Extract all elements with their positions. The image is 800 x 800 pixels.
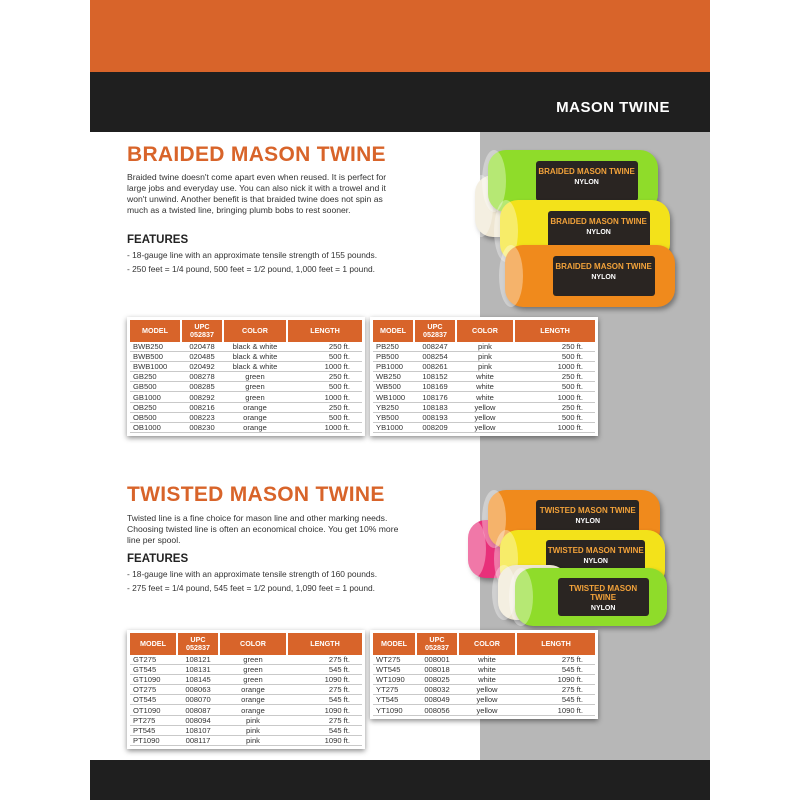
cell-model: GT1090 bbox=[130, 675, 177, 685]
table-row bbox=[373, 655, 595, 665]
col-upc: UPC 052837 bbox=[416, 633, 458, 655]
twisted-spec-table-1 bbox=[127, 630, 365, 749]
cell-model: YB500 bbox=[373, 412, 414, 422]
spool-label: TWISTED MASON TWINE NYLON bbox=[536, 500, 639, 537]
feature-item: - 18-gauge line with an approximate tensile strength of 155 pounds. bbox=[127, 250, 397, 261]
cell-model: PB1000 bbox=[373, 362, 414, 372]
braided-spec-table-1 bbox=[127, 317, 365, 436]
twisted-description: Twisted line is a fine choice for mason line and other marking needs. Choosing twisted line is often an economical choice. You get 10% more line per spool. bbox=[127, 513, 399, 545]
cell-upc: 020478 bbox=[181, 342, 223, 352]
cell-color: yellow bbox=[458, 695, 516, 705]
col-length: LENGTH bbox=[516, 633, 595, 655]
cell-model: GB250 bbox=[130, 372, 181, 382]
cell-upc: 108176 bbox=[414, 392, 456, 402]
table-row bbox=[130, 715, 362, 725]
twisted-features-title: FEATURES bbox=[127, 553, 189, 565]
table-body bbox=[130, 655, 362, 745]
table-row bbox=[130, 705, 362, 715]
cell-model: PB500 bbox=[373, 352, 414, 362]
cell-upc: 008209 bbox=[414, 422, 456, 432]
table-row bbox=[130, 412, 362, 422]
spool-label: TWISTED MASON TWINE NYLON bbox=[558, 578, 649, 615]
cell-length: 1090 ft. bbox=[516, 705, 595, 715]
cell-upc: 020485 bbox=[181, 352, 223, 362]
cell-length: 1000 ft. bbox=[287, 422, 362, 432]
cell-upc: 108152 bbox=[414, 372, 456, 382]
table-row bbox=[373, 412, 595, 422]
cell-color: white bbox=[456, 392, 514, 402]
cell-upc: 008056 bbox=[416, 705, 458, 715]
table-row bbox=[130, 362, 362, 372]
cell-color: orange bbox=[219, 695, 287, 705]
table-row bbox=[130, 372, 362, 382]
table-header-row bbox=[130, 320, 362, 342]
cell-color: pink bbox=[456, 352, 514, 362]
cell-color: black & white bbox=[223, 362, 287, 372]
table-row bbox=[373, 352, 595, 362]
cell-color: orange bbox=[219, 705, 287, 715]
cell-length: 1000 ft. bbox=[287, 362, 362, 372]
col-color: COLOR bbox=[219, 633, 287, 655]
spec-table bbox=[130, 633, 362, 746]
cell-length: 1000 ft. bbox=[514, 362, 595, 372]
feature-item: - 18-gauge line with an approximate tensile strength of 160 pounds. bbox=[127, 569, 397, 580]
col-model: MODEL bbox=[130, 320, 181, 342]
cell-color: white bbox=[458, 675, 516, 685]
cell-color: pink bbox=[219, 735, 287, 745]
col-model: MODEL bbox=[130, 633, 177, 655]
table-row bbox=[130, 675, 362, 685]
cell-length: 500 ft. bbox=[287, 412, 362, 422]
cell-model: YT275 bbox=[373, 685, 416, 695]
cell-model: WT545 bbox=[373, 665, 416, 675]
cell-upc: 008001 bbox=[416, 655, 458, 665]
cell-length: 1090 ft. bbox=[287, 675, 362, 685]
table-row bbox=[130, 382, 362, 392]
cell-upc: 008063 bbox=[177, 685, 219, 695]
spec-table bbox=[130, 320, 362, 433]
col-color: COLOR bbox=[458, 633, 516, 655]
braided-description: Braided twine doesn't come apart even when reused. It is perfect for large jobs and everyday use. You can also nick it with a trowel and it won't unwind. Another benefit is that braided twine does not spin as much as a twisted line, bringing plumb bobs to rest sooner. bbox=[127, 172, 387, 215]
cell-upc: 108183 bbox=[414, 402, 456, 412]
cell-upc: 008032 bbox=[416, 685, 458, 695]
table-header-row bbox=[130, 633, 362, 655]
cell-color: orange bbox=[223, 402, 287, 412]
cell-upc: 108131 bbox=[177, 665, 219, 675]
cell-length: 545 ft. bbox=[287, 725, 362, 735]
cell-model: WB500 bbox=[373, 382, 414, 392]
cell-color: yellow bbox=[456, 412, 514, 422]
cell-color: yellow bbox=[456, 402, 514, 412]
cell-upc: 008223 bbox=[181, 412, 223, 422]
cell-length: 275 ft. bbox=[287, 685, 362, 695]
cell-color: white bbox=[458, 655, 516, 665]
table-row bbox=[130, 735, 362, 745]
cell-model: WB250 bbox=[373, 372, 414, 382]
cell-upc: 008254 bbox=[414, 352, 456, 362]
col-model: MODEL bbox=[373, 320, 414, 342]
spool-label: TWISTED MASON TWINE NYLON bbox=[546, 540, 645, 577]
cell-model: YT1090 bbox=[373, 705, 416, 715]
cell-length: 1000 ft. bbox=[514, 422, 595, 432]
cell-color: orange bbox=[219, 685, 287, 695]
cell-length: 250 ft. bbox=[514, 342, 595, 352]
cell-model: YB250 bbox=[373, 402, 414, 412]
table-row bbox=[130, 695, 362, 705]
twisted-section-title: TWISTED MASON TWINE bbox=[127, 483, 385, 506]
cell-length: 250 ft. bbox=[287, 342, 362, 352]
cell-model: PB250 bbox=[373, 342, 414, 352]
cell-color: black & white bbox=[223, 352, 287, 362]
table-row bbox=[130, 665, 362, 675]
table-row bbox=[373, 342, 595, 352]
table-body bbox=[373, 655, 595, 715]
cell-model: PT275 bbox=[130, 715, 177, 725]
feature-item: - 275 feet = 1/4 pound, 545 feet = 1/2 pound, 1,090 feet = 1 pound. bbox=[127, 583, 397, 594]
cell-upc: 008094 bbox=[177, 715, 219, 725]
cell-model: GB500 bbox=[130, 382, 181, 392]
spec-table bbox=[373, 320, 595, 433]
cell-length: 275 ft. bbox=[287, 715, 362, 725]
col-upc: UPC 052837 bbox=[181, 320, 223, 342]
cell-length: 545 ft. bbox=[516, 665, 595, 675]
cell-model: OB1000 bbox=[130, 422, 181, 432]
cell-length: 545 ft. bbox=[516, 695, 595, 705]
braided-features-title: FEATURES bbox=[127, 234, 189, 246]
cell-model: OT275 bbox=[130, 685, 177, 695]
green-spool bbox=[515, 568, 667, 626]
cell-color: yellow bbox=[456, 422, 514, 432]
table-header-row bbox=[373, 633, 595, 655]
cell-color: white bbox=[456, 382, 514, 392]
footer-bar bbox=[90, 760, 710, 800]
cell-color: white bbox=[458, 665, 516, 675]
cell-upc: 008278 bbox=[181, 372, 223, 382]
cell-length: 545 ft. bbox=[287, 695, 362, 705]
spool-label: BRAIDED MASON TWINE NYLON bbox=[548, 211, 650, 251]
table-body bbox=[130, 342, 362, 432]
cell-upc: 008292 bbox=[181, 392, 223, 402]
cell-length: 500 ft. bbox=[514, 382, 595, 392]
cell-length: 1000 ft. bbox=[287, 392, 362, 402]
table-row bbox=[373, 382, 595, 392]
cell-color: black & white bbox=[223, 342, 287, 352]
cell-upc: 108121 bbox=[177, 655, 219, 665]
cell-model: WB1000 bbox=[373, 392, 414, 402]
table-row bbox=[130, 352, 362, 362]
cell-model: GT275 bbox=[130, 655, 177, 665]
cell-color: green bbox=[223, 372, 287, 382]
spool-label: BRAIDED MASON TWINE NYLON bbox=[536, 161, 638, 201]
table-row bbox=[130, 685, 362, 695]
cell-color: green bbox=[219, 655, 287, 665]
cell-length: 250 ft. bbox=[514, 402, 595, 412]
cell-color: pink bbox=[456, 362, 514, 372]
cell-model: OB250 bbox=[130, 402, 181, 412]
cell-model: PT1090 bbox=[130, 735, 177, 745]
cell-color: yellow bbox=[458, 685, 516, 695]
cell-length: 250 ft. bbox=[514, 372, 595, 382]
cell-upc: 008193 bbox=[414, 412, 456, 422]
cell-length: 275 ft. bbox=[516, 655, 595, 665]
cell-model: OB500 bbox=[130, 412, 181, 422]
cell-upc: 008230 bbox=[181, 422, 223, 432]
cell-length: 500 ft. bbox=[514, 412, 595, 422]
cell-length: 250 ft. bbox=[287, 372, 362, 382]
cell-length: 500 ft. bbox=[287, 382, 362, 392]
table-row bbox=[373, 695, 595, 705]
cell-upc: 008117 bbox=[177, 735, 219, 745]
cell-color: yellow bbox=[458, 705, 516, 715]
table-row bbox=[373, 392, 595, 402]
cell-color: green bbox=[219, 665, 287, 675]
cell-length: 275 ft. bbox=[287, 655, 362, 665]
cell-color: green bbox=[219, 675, 287, 685]
table-row bbox=[130, 422, 362, 432]
cell-color: orange bbox=[223, 422, 287, 432]
cell-upc: 020492 bbox=[181, 362, 223, 372]
cell-length: 1090 ft. bbox=[287, 705, 362, 715]
table-row bbox=[130, 342, 362, 352]
cell-length: 1000 ft. bbox=[514, 392, 595, 402]
twisted-features-list bbox=[127, 569, 397, 596]
cell-color: green bbox=[223, 382, 287, 392]
cell-color: pink bbox=[456, 342, 514, 352]
cell-upc: 008285 bbox=[181, 382, 223, 392]
braided-section-title: BRAIDED MASON TWINE bbox=[127, 143, 386, 166]
cell-color: orange bbox=[223, 412, 287, 422]
cell-length: 500 ft. bbox=[514, 352, 595, 362]
cell-upc: 008216 bbox=[181, 402, 223, 412]
cell-upc: 008018 bbox=[416, 665, 458, 675]
table-header-row bbox=[373, 320, 595, 342]
spool-label: BRAIDED MASON TWINE NYLON bbox=[553, 256, 655, 296]
col-length: LENGTH bbox=[514, 320, 595, 342]
cell-length: 275 ft. bbox=[516, 685, 595, 695]
top-orange-band bbox=[90, 0, 710, 72]
cell-length: 1090 ft. bbox=[516, 675, 595, 685]
table-row bbox=[130, 392, 362, 402]
cell-color: green bbox=[223, 392, 287, 402]
table-row bbox=[373, 372, 595, 382]
cell-length: 500 ft. bbox=[287, 352, 362, 362]
table-body bbox=[373, 342, 595, 432]
cell-length: 250 ft. bbox=[287, 402, 362, 412]
col-length: LENGTH bbox=[287, 633, 362, 655]
cell-color: pink bbox=[219, 715, 287, 725]
cell-model: WT275 bbox=[373, 655, 416, 665]
braided-features-list bbox=[127, 250, 397, 277]
table-row bbox=[373, 362, 595, 372]
feature-item: - 250 feet = 1/4 pound, 500 feet = 1/2 pound, 1,000 feet = 1 pound. bbox=[127, 264, 397, 275]
table-row bbox=[130, 725, 362, 735]
col-length: LENGTH bbox=[287, 320, 362, 342]
cell-upc: 008049 bbox=[416, 695, 458, 705]
cell-upc: 008247 bbox=[414, 342, 456, 352]
cell-upc: 008261 bbox=[414, 362, 456, 372]
cell-length: 545 ft. bbox=[287, 665, 362, 675]
cell-color: pink bbox=[219, 725, 287, 735]
cell-model: BWB250 bbox=[130, 342, 181, 352]
cell-model: YB1000 bbox=[373, 422, 414, 432]
orange-spool bbox=[505, 245, 675, 307]
cell-upc: 008070 bbox=[177, 695, 219, 705]
cell-model: BWB1000 bbox=[130, 362, 181, 372]
cell-upc: 108169 bbox=[414, 382, 456, 392]
table-row bbox=[130, 655, 362, 665]
table-row bbox=[373, 665, 595, 675]
table-row bbox=[373, 705, 595, 715]
col-upc: UPC 052837 bbox=[177, 633, 219, 655]
table-row bbox=[373, 422, 595, 432]
cell-model: YT545 bbox=[373, 695, 416, 705]
col-upc: UPC 052837 bbox=[414, 320, 456, 342]
cell-model: GB1000 bbox=[130, 392, 181, 402]
cell-model: OT1090 bbox=[130, 705, 177, 715]
col-color: COLOR bbox=[223, 320, 287, 342]
twisted-spec-table-2 bbox=[370, 630, 598, 719]
cell-upc: 108107 bbox=[177, 725, 219, 735]
cell-model: PT545 bbox=[130, 725, 177, 735]
table-row bbox=[373, 402, 595, 412]
col-color: COLOR bbox=[456, 320, 514, 342]
page-header-title: MASON TWINE bbox=[556, 99, 670, 116]
table-row bbox=[373, 685, 595, 695]
table-row bbox=[130, 402, 362, 412]
cell-color: white bbox=[456, 372, 514, 382]
table-row bbox=[373, 675, 595, 685]
cell-model: BWB500 bbox=[130, 352, 181, 362]
spec-table bbox=[373, 633, 595, 716]
cell-upc: 008087 bbox=[177, 705, 219, 715]
cell-model: WT1090 bbox=[373, 675, 416, 685]
cell-upc: 008025 bbox=[416, 675, 458, 685]
cell-model: GT545 bbox=[130, 665, 177, 675]
col-model: MODEL bbox=[373, 633, 416, 655]
cell-length: 1090 ft. bbox=[287, 735, 362, 745]
cell-model: OT545 bbox=[130, 695, 177, 705]
cell-upc: 108145 bbox=[177, 675, 219, 685]
braided-spec-table-2 bbox=[370, 317, 598, 436]
